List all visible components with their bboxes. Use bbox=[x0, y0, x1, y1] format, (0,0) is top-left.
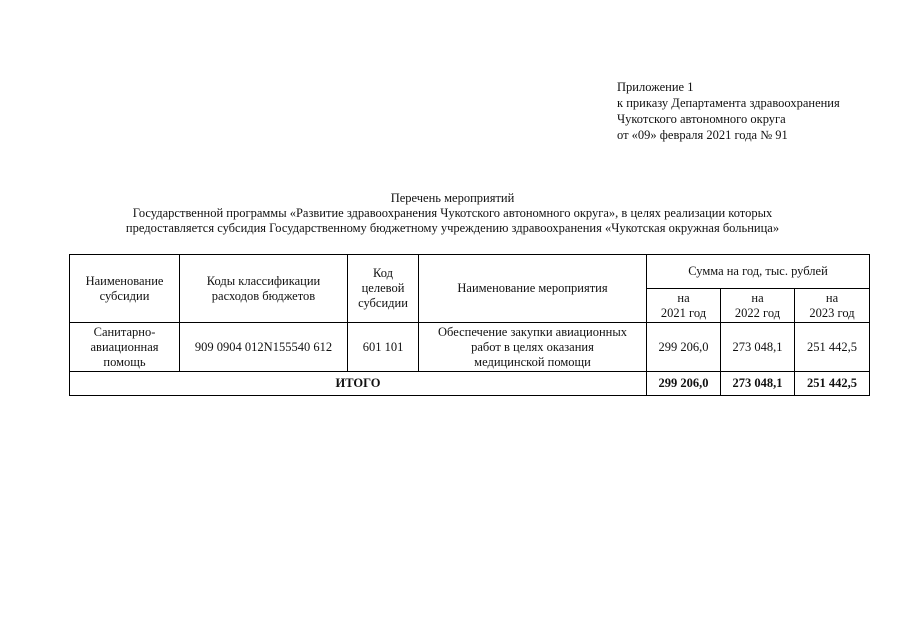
total-value-2023: 251 442,5 bbox=[795, 372, 870, 396]
header-year-2022: на 2022 год bbox=[721, 289, 795, 323]
cell-value-2022: 273 048,1 bbox=[721, 323, 795, 372]
appendix-line: от «09» февраля 2021 года № 91 bbox=[617, 128, 788, 142]
title-line: Государственной программы «Развитие здравоохранения Чукотского автономного округа», в целях реализации которых bbox=[132, 206, 773, 220]
table-total-row bbox=[70, 372, 870, 396]
header-sum: Сумма на год, тыс. рублей bbox=[647, 255, 870, 289]
cell-event-name: Обеспечение закупки авиационных работ в целях оказания медицинской помощи bbox=[419, 323, 647, 372]
title-line: Перечень мероприятий bbox=[390, 191, 515, 205]
cell-value-2021: 299 206,0 bbox=[647, 323, 721, 372]
cell-subsidy-name: Санитарно- авиационная помощь bbox=[70, 323, 180, 372]
total-label: ИТОГО bbox=[70, 372, 647, 396]
document-title bbox=[0, 191, 905, 236]
appendix-line: Чукотского автономного округа bbox=[617, 112, 786, 126]
header-subsidy-name: Наименование субсидии bbox=[70, 255, 180, 323]
cell-budget-codes: 909 0904 012N155540 612 bbox=[180, 323, 348, 372]
header-year-2023: на 2023 год bbox=[795, 289, 870, 323]
table-header-row bbox=[70, 255, 870, 289]
total-value-2021: 299 206,0 bbox=[647, 372, 721, 396]
cell-value-2023: 251 442,5 bbox=[795, 323, 870, 372]
header-event-name: Наименование мероприятия bbox=[419, 255, 647, 323]
appendix-line: к приказу Департамента здравоохранения bbox=[617, 96, 840, 110]
header-budget-codes: Коды классификации расходов бюджетов bbox=[180, 255, 348, 323]
appendix-line: Приложение 1 bbox=[617, 80, 694, 94]
appendix-header bbox=[617, 79, 840, 143]
table-row bbox=[70, 323, 870, 372]
header-target-code: Код целевой субсидии bbox=[348, 255, 419, 323]
header-year-2021: на 2021 год bbox=[647, 289, 721, 323]
total-value-2022: 273 048,1 bbox=[721, 372, 795, 396]
cell-target-code: 601 101 bbox=[348, 323, 419, 372]
title-line: предоставляется субсидия Государственному бюджетному учреждению здравоохранения «Чукотская окружная больница» bbox=[125, 221, 780, 235]
events-table bbox=[69, 254, 870, 396]
